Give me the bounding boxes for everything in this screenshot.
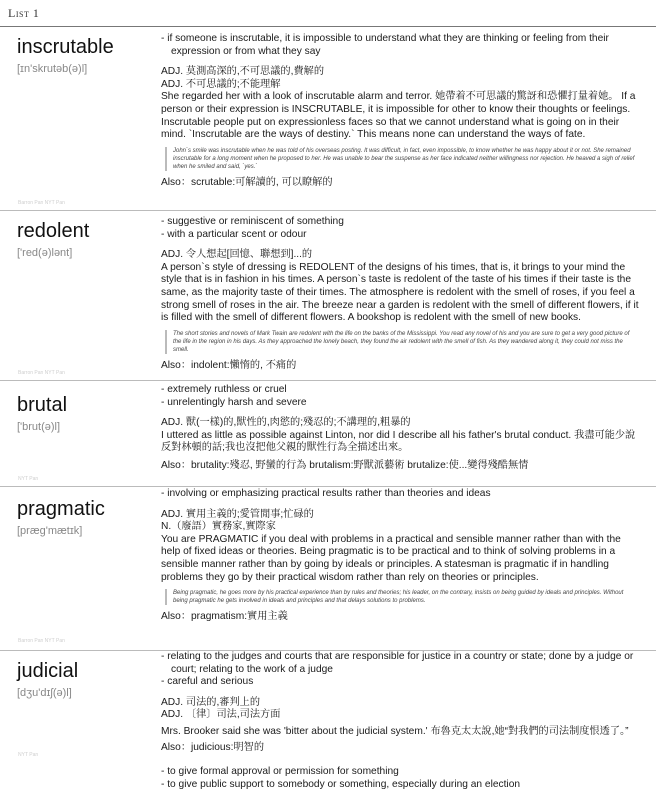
entry-word: inscrutable: [17, 36, 114, 58]
usage-paragraph: I uttered as little as possible against Linton, nor did I describe all his father's brutal conduct. 我盡可能少說反對林頓的話;我也沒把他父親的獸性行為全描述出來。: [161, 429, 636, 454]
entry-body: [161, 384, 639, 473]
definition-list: [161, 33, 639, 58]
entry-word: redolent: [17, 220, 90, 242]
entry-judicial: [0, 650, 660, 762]
see-also: Also：pragmatism:實用主義: [161, 611, 288, 623]
example-quote: Being pragmatic, he goes more by his practical experience than by rules and theories; his leader, on the contrary, insists on being guided by ideals and principles. Without being pragmatic he gets involved in ideals and principles and that delays solutions to problems.: [165, 589, 639, 605]
entry-divider: [0, 380, 656, 381]
chinese-gloss: ADJ. 不可思議的;不能理解: [161, 78, 281, 90]
entry-head: [17, 36, 114, 75]
chinese-gloss: ADJ. 莫測高深的,不可思議的,費解的: [161, 66, 325, 78]
usage-paragraph: Mrs. Brooker said she was 'bitter about the judicial system.' 布魯克太太說,她“對我們的司法制度恨透了。”: [161, 725, 629, 737]
entry-head: [17, 660, 78, 699]
chinese-gloss: ADJ. 令人想起[回憶、聯想到]...的: [161, 249, 313, 261]
entry-body: [161, 488, 639, 624]
see-also: Also：judicious:明智的: [161, 741, 265, 753]
definition-item: - relating to the judges and courts that are responsible for justice in a country or state; done by a judge or court; relating to the work of a judge: [161, 651, 634, 675]
entry-brutal: [0, 380, 660, 486]
entry-pronunciation: [præg'mætɪk]: [17, 525, 83, 537]
definition-item: - if someone is inscrutable, it is impossible to understand what they are thinking or feeling from their expression or from what they say: [161, 33, 609, 57]
see-also: Also：scrutable:可解讀的, 可以瞭解的: [161, 176, 333, 188]
entry-word: pragmatic: [17, 498, 105, 520]
usage-paragraph: You are PRAGMATIC if you deal with problems in a practical and sensible manner rather than with the help of fixed ideas or theories. Being pragmatic is to be practical and to think of solving problems in a sensible manner rather than by going by ideals or principles. A statesman is pragmatic if in handling problems they go by their practical wisdom rather than rely on theories or principles.: [161, 533, 621, 583]
definition-list: [161, 216, 639, 241]
usage-paragraph: She regarded her with a look of inscrutable alarm and terror. 她帶着不可思議的驚訝和恐懼打量着她。 If a person or their expression is INSCRUTABLE, it is impossible for other to know their thoughts or feelings. Inscrutable people put on expressionless faces so that we cannot understand what is going on in their mind. `Inscrutable are the ways of destiny.` This means none can understand the ways of fate.: [161, 91, 636, 141]
entry-body: [161, 651, 639, 754]
definition-list: [161, 488, 639, 501]
example-quote: John`s smile was inscrutable when he was told of his overseas posting. It was difficult, in fact, even impossible, to know whether he was happy about it or not. She remained inscrutable for a long moment when he proposed to her. He was unable to bear the suspense as her face indicated neither willingness nor rejection. He heaved a sigh of relief when he smiled and said, `yes.`: [165, 147, 639, 171]
entry-next-partial: [0, 762, 660, 794]
definition-list: [161, 384, 639, 409]
entry-body: [161, 216, 639, 372]
list-title: List 1: [8, 6, 40, 20]
entry-body: [161, 766, 639, 791]
definition-item: - with a particular scent or odour: [161, 228, 307, 240]
definition-list: [161, 651, 639, 689]
chinese-gloss: ADJ. 司法的,審判上的: [161, 696, 261, 708]
entry-head: [17, 498, 105, 537]
entry-head: [17, 394, 67, 433]
entry-pronunciation: [ɪn'skrutəb(ə)l]: [17, 63, 88, 75]
top-rule: [0, 26, 656, 27]
chinese-gloss: ADJ. 〔律〕司法,司法方面: [161, 709, 281, 721]
entry-redolent: [0, 210, 660, 382]
entry-word: brutal: [17, 394, 68, 416]
definition-item: - to give public support to somebody or something, especially during an election: [161, 778, 521, 790]
entry-divider: [0, 486, 656, 487]
entry-pronunciation: ['brut(ə)l]: [17, 421, 61, 433]
entry-pronunciation: ['red(ə)lənt]: [17, 247, 73, 259]
entry-head: [17, 220, 89, 259]
definition-item: - extremely ruthless or cruel: [161, 384, 287, 395]
entry-word: judicial: [17, 660, 79, 682]
entry-source-footer: Barron Pan NYT Pan: [18, 638, 65, 644]
example-quote: The short stories and novels of Mark Twain are redolent with the life on the banks of the Mississippi. You read any novel of his and you are sure to get a very good picture of the life in the region in his days. As they approached the lonely beach, they found the air redolent with the smell of fish. As they wandered along it, they could not miss the smell.: [165, 330, 639, 354]
chinese-gloss: ADJ. 獸(一樣)的,獸性的,肉慾的;殘忍的;不講理的,粗暴的: [161, 417, 411, 429]
definition-item: - to give formal approval or permission for something: [161, 766, 399, 777]
entry-source-footer: NYT Pan: [18, 752, 39, 758]
chinese-gloss: N.（廢語）實務家,實際家: [161, 521, 276, 533]
definition-item: - careful and serious: [161, 676, 254, 688]
definition-list: [161, 766, 639, 791]
entry-pronunciation: [dʒu'dɪʃ(ə)l]: [17, 687, 72, 699]
see-also: Also：indolent:懶惰的, 不痛的: [161, 359, 297, 371]
definition-item: - involving or emphasizing practical results rather than theories and ideas: [161, 488, 491, 499]
see-also: Also：brutality:殘忍, 野蠻的行為 brutalism:野獸派藝術 brutalize:使...變得殘酷無情: [161, 459, 529, 471]
entry-source-footer: Barron Pan NYT Pan: [18, 200, 65, 206]
entry-source-footer: Barron Pan NYT Pan: [18, 370, 65, 376]
definition-item: - suggestive or reminiscent of something: [161, 216, 344, 227]
usage-paragraph: A person`s style of dressing is REDOLENT of the designs of his times, that is, it brings to your mind the style that is in fashion in his times. A person`s taste is redolent of the taste of his times if their taste is the same, as the majority taste of their times. The atmosphere is redolent with the smell of roses, if you feel a strong smell of roses in the air. The breeze near a garden is redolent with the smell of different flowers, if it is filled with the smell of different flowers. A bookshop is redolent with the smell of new books.: [161, 261, 639, 324]
entry-pragmatic: [0, 486, 660, 648]
entry-inscrutable: [0, 28, 660, 208]
entry-divider: [0, 210, 656, 211]
entry-source-footer: NYT Pan: [18, 476, 39, 482]
entry-body: [161, 33, 639, 189]
definition-item: - unrelentingly harsh and severe: [161, 396, 307, 408]
chinese-gloss: ADJ. 實用主義的;愛管閒事;忙碌的: [161, 508, 314, 520]
